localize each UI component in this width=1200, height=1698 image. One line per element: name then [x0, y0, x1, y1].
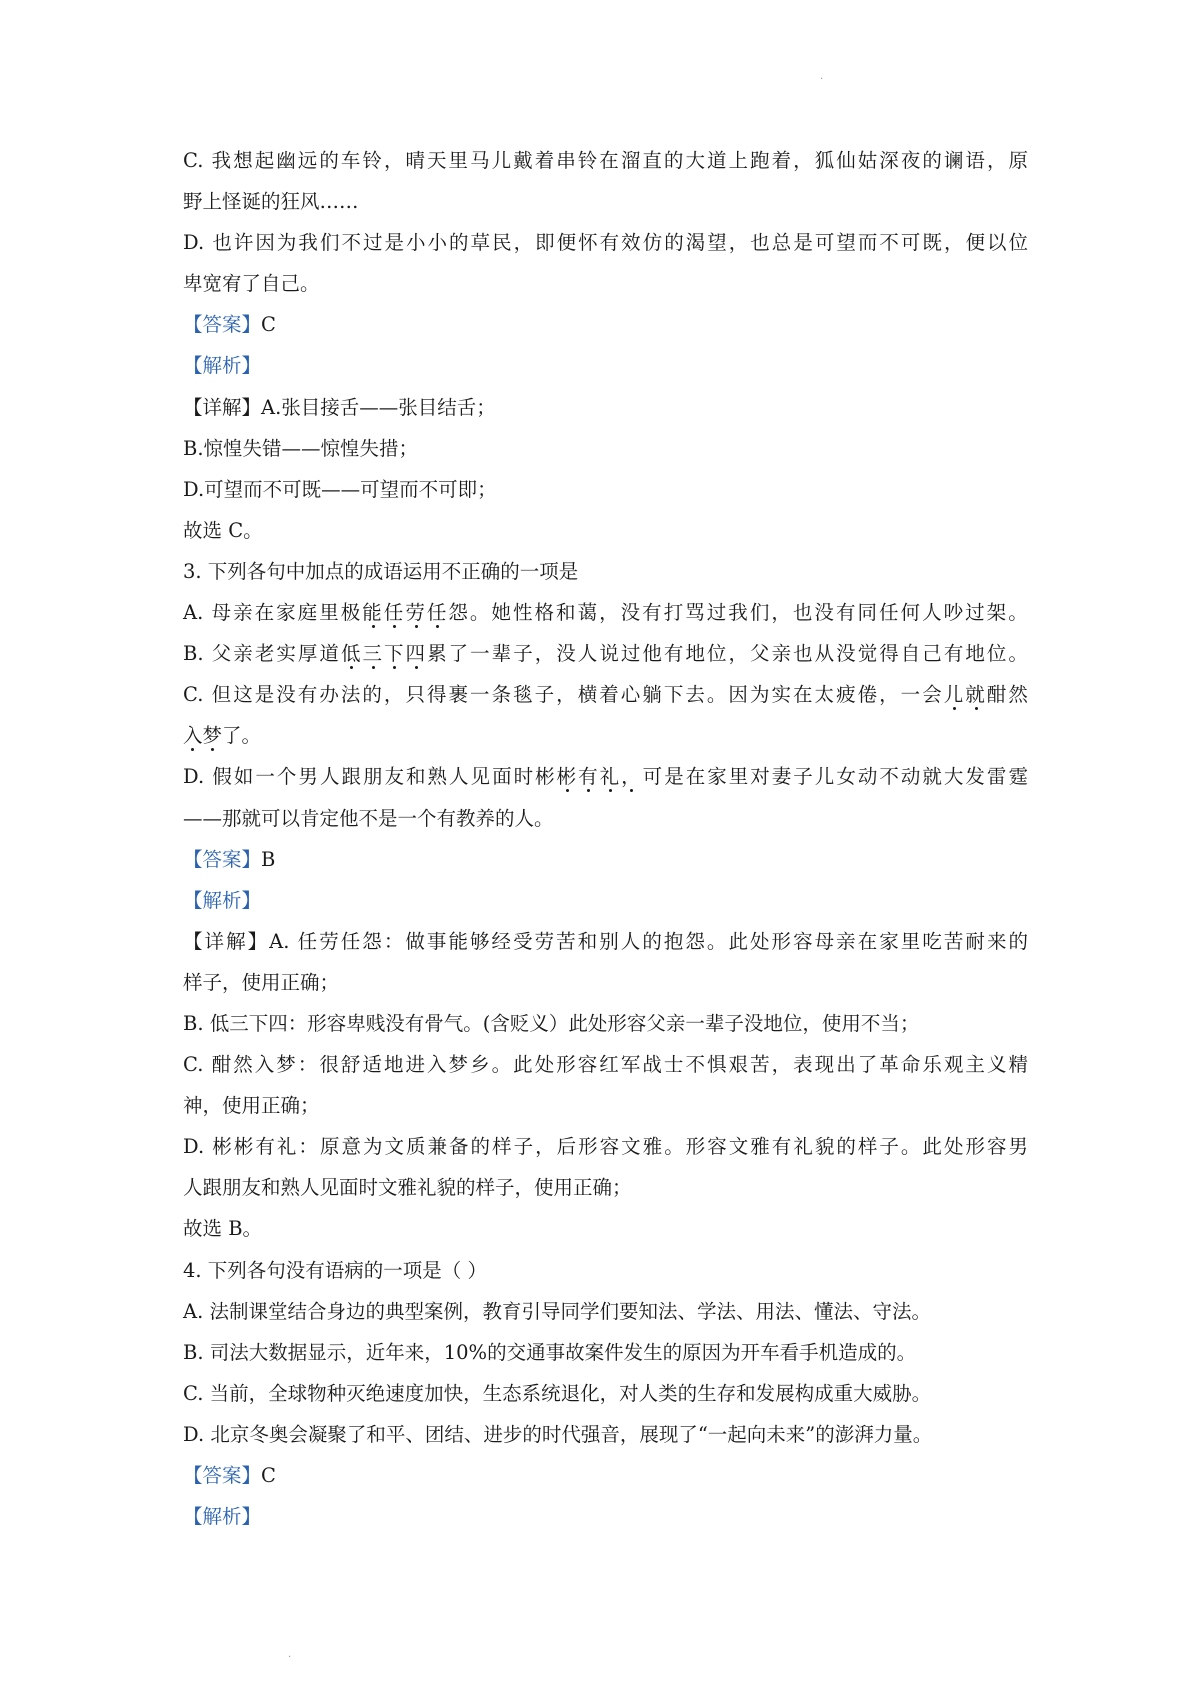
line-text: 入梦了。: [183, 724, 262, 748]
scan-speck: ·: [288, 1652, 292, 1663]
text-line: [183, 222, 1028, 263]
line-text: 野上怪诞的狂风……: [183, 190, 359, 214]
line-text: 故选 B。: [183, 1217, 263, 1241]
line-text: B: [261, 847, 276, 871]
text-line: [183, 387, 1028, 428]
text-line: [183, 921, 1028, 962]
text-line: [183, 469, 1028, 510]
line-text: 【详解】A.张目接舌——张目结舌；: [183, 395, 496, 419]
line-text: C: [261, 313, 276, 337]
text-line: [183, 756, 1028, 797]
line-text: ——那就可以肯定他不是一个有教养的人。: [183, 806, 554, 830]
text-line: [183, 510, 1028, 551]
emphasis-dot-char: 任: [426, 601, 449, 625]
line-text: C. 当前，全球物种灭绝速度加快，生态系统退化，对人类的生存和发展构成重大威胁。: [183, 1381, 932, 1405]
line-text: C: [261, 1464, 276, 1487]
section-label-line: [183, 345, 1028, 386]
line-text: B. 父亲老实厚道低三下四累了一辈子，没人说过他有地位，父亲也从没觉得自己有地位。: [183, 642, 1028, 666]
line-text: C. 但这是没有办法的，只得裹一条毯子，横着心躺下去。因为实在太疲倦，一会儿就酣然: [183, 683, 1028, 707]
text-line: [183, 1167, 1028, 1208]
text-line: [183, 1373, 1028, 1414]
text-line: [183, 962, 1028, 1003]
line-text: 3. 下列各句中加点的成语运用不正确的一项是: [183, 559, 579, 583]
text-line: [183, 140, 1028, 181]
line-text: A. 母亲在家庭里极能任劳任怨。她性格和蔼，没有打骂过我们，也没有同任何人吵过架。: [183, 601, 1028, 625]
document-body: [183, 140, 1028, 1537]
text-line: [183, 263, 1028, 304]
line-text: B. 低三下四：形容卑贱没有骨气。(含贬义）此处形容父亲一辈子没地位，使用不当；: [183, 1011, 920, 1035]
emphasis-dot-char: 梦: [202, 724, 223, 748]
line-text: 人跟朋友和熟人见面时文雅礼貌的样子，使用正确；: [183, 1176, 632, 1200]
text-line: [183, 592, 1028, 633]
line-text: 故选 C。: [183, 518, 263, 542]
section-tag: 【答案】: [183, 847, 262, 871]
line-text: 神，使用正确；: [183, 1094, 320, 1118]
line-text: 【详解】A. 任劳任怨：做事能够经受劳苦和别人的抱怨。此处形容母亲在家里吃苦耐来的: [183, 929, 1028, 953]
text-line: [183, 1003, 1028, 1044]
emphasis-dot-char: ，: [621, 765, 643, 789]
emphasis-dot-char: 有: [578, 765, 600, 789]
section-label-line: [183, 304, 1028, 345]
section-label-line: [183, 839, 1028, 880]
emphasis-dot-char: 彬: [556, 765, 579, 789]
line-text: D. 北京冬奥会凝聚了和平、团结、进步的时代强音，展现了“一起向未来”的澎湃力量。: [183, 1422, 933, 1446]
section-tag: 【解析】: [183, 1505, 262, 1529]
emphasis-dot-char: 劳: [405, 601, 427, 625]
text-line: [183, 181, 1028, 222]
text-line: [183, 715, 1028, 756]
emphasis-dot-char: 低: [340, 642, 363, 666]
line-text: 4. 下列各句没有语病的一项是（ ）: [183, 1258, 488, 1282]
section-tag: 【答案】: [183, 1464, 262, 1487]
section-tag: 【解析】: [183, 888, 262, 912]
text-line: [183, 633, 1028, 674]
text-line: [183, 428, 1028, 469]
line-text: C. 酣然入梦：很舒适地进入梦乡。此处形容红军战士不惧艰苦，表现出了革命乐观主义精: [183, 1053, 1028, 1077]
emphasis-dot-char: 能: [362, 601, 384, 625]
line-text: A. 法制课堂结合身边的典型案例，教育引导同学们要知法、学法、用法、懂法、守法。: [183, 1299, 931, 1323]
emphasis-dot-char: 下: [384, 642, 406, 666]
scan-speck: ·: [820, 74, 824, 85]
emphasis-dot-char: 入: [183, 724, 203, 748]
emphasis-dot-char: 三: [362, 642, 385, 666]
text-line: [183, 551, 1028, 592]
text-line: [183, 1126, 1028, 1167]
line-text: 卑宽宥了自己。: [183, 272, 320, 296]
text-line: [183, 1414, 1028, 1455]
emphasis-dot-char: 礼: [599, 765, 622, 789]
text-line: [183, 674, 1028, 715]
text-line: [183, 1208, 1028, 1249]
line-text: D.可望而不可既——可望而不可即；: [183, 477, 497, 501]
section-label-line: [183, 1455, 1028, 1496]
line-text: B.惊惶失错——惊惶失措；: [183, 436, 419, 460]
text-line: [183, 1044, 1028, 1085]
line-text: D. 假如一个男人跟朋友和熟人见面时彬彬有礼，可是在家里对妻子儿女动不动就大发雷霆: [183, 765, 1028, 789]
section-label-line: [183, 880, 1028, 921]
line-text: 样子，使用正确；: [183, 970, 340, 994]
section-tag: 【答案】: [183, 313, 262, 337]
text-line: [183, 1291, 1028, 1332]
line-text: D. 彬彬有礼：原意为文质兼备的样子，后形容文雅。形容文雅有礼貌的样子。此处形容男: [183, 1135, 1028, 1159]
section-label-line: [183, 1496, 1028, 1537]
emphasis-dot-char: 就: [965, 683, 987, 707]
emphasis-dot-char: 四: [405, 642, 428, 666]
text-line: [183, 1332, 1028, 1373]
emphasis-dot-char: 儿: [943, 683, 966, 707]
emphasis-dot-char: 任: [383, 601, 406, 625]
line-text: B. 司法大数据显示，近年来，10%的交通事故案件发生的原因为开车看手机造成的。: [183, 1340, 917, 1364]
section-tag: 【解析】: [183, 354, 262, 378]
line-text: D. 也许因为我们不过是小小的草民，即便怀有效仿的渴望，也总是可望而不可既，便以位: [183, 231, 1028, 255]
text-line: [183, 1085, 1028, 1126]
line-text: C. 我想起幽远的车铃，晴天里马儿戴着串铃在溜直的大道上跑着，狐仙姑深夜的谰语，原: [183, 149, 1028, 172]
text-line: [183, 1250, 1028, 1291]
text-line: [183, 798, 1028, 839]
